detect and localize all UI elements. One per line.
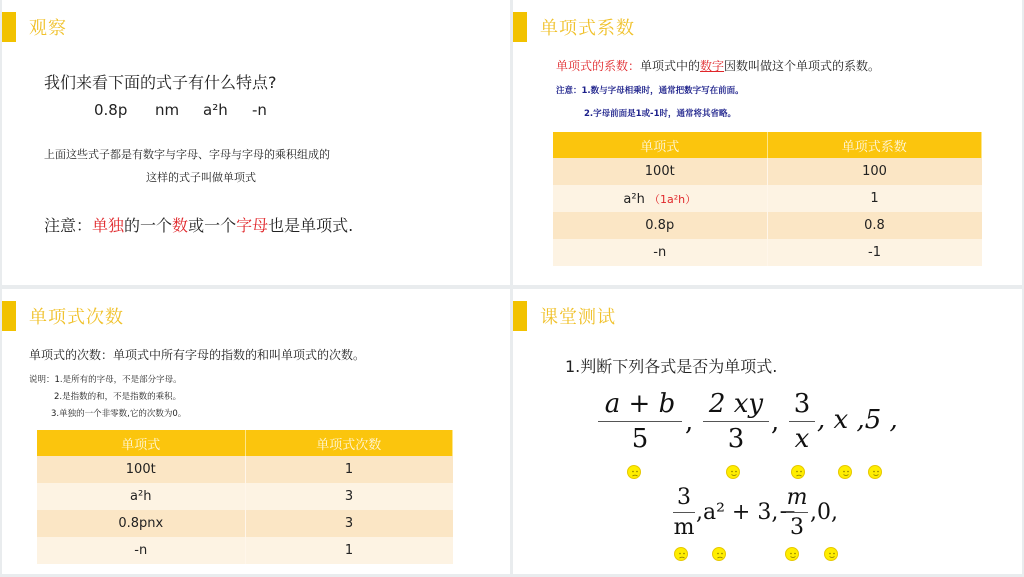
quiz-question: 1.判断下列各式是否为单项式. bbox=[565, 357, 778, 376]
fraction-3-over-x bbox=[789, 389, 815, 454]
table-cell-value: 1 bbox=[245, 537, 453, 564]
expression-tail-2: ,0, bbox=[810, 500, 838, 525]
table-row bbox=[553, 158, 982, 185]
table-cell-value: 100 bbox=[767, 158, 982, 185]
sad-face-icon bbox=[674, 547, 688, 561]
table-cell-expr: 0.8pnx bbox=[37, 510, 245, 537]
numerator: 3 bbox=[677, 485, 691, 510]
table-header-row bbox=[37, 430, 453, 456]
explanation-line-2: 这样的式子叫做单项式 bbox=[146, 171, 256, 184]
sad-face-icon bbox=[627, 465, 641, 479]
fraction-bar bbox=[598, 421, 682, 422]
table-cell-expr: a²h bbox=[37, 483, 245, 510]
table-cell-value: 3 bbox=[245, 510, 453, 537]
table-row bbox=[37, 510, 453, 537]
happy-face-icon bbox=[824, 547, 838, 561]
slide-quiz bbox=[513, 289, 1022, 574]
slide-title: 单项式系数 bbox=[540, 18, 635, 39]
question-text: 我们来看下面的式子有什么特点? bbox=[44, 73, 277, 92]
table-cell-value: 0.8 bbox=[767, 212, 982, 239]
table-header: 单项式 bbox=[553, 132, 767, 158]
table-row bbox=[553, 185, 982, 212]
fraction-bar bbox=[789, 421, 815, 422]
slide-title: 课堂测试 bbox=[540, 307, 616, 328]
expression-tail: , x ,5 , bbox=[817, 405, 898, 435]
table-header: 单项式 bbox=[37, 430, 245, 456]
slide-degree bbox=[2, 289, 510, 574]
fraction-a-plus-b-over-5 bbox=[598, 389, 682, 454]
note-prefix: 注意： bbox=[44, 216, 93, 235]
example-expr-1: 0.8p bbox=[94, 101, 128, 119]
table-row bbox=[553, 239, 982, 266]
note-text bbox=[44, 213, 353, 236]
title-accent-bar bbox=[2, 301, 16, 331]
fraction-m-over-3 bbox=[786, 485, 808, 540]
example-expr-4: -n bbox=[252, 101, 267, 119]
comma: , bbox=[771, 407, 780, 437]
degree-table bbox=[37, 430, 453, 564]
note-line-2: 2.字母前面是1或-1时，通常将其省略。 bbox=[584, 109, 737, 119]
note-part-4: 也是单项式. bbox=[268, 216, 354, 235]
coefficient-definition bbox=[556, 57, 880, 74]
note-line-2: 2.是指数的和，不是指数的乘积。 bbox=[54, 392, 182, 402]
numerator: 2 xy bbox=[708, 389, 764, 419]
definition-post: 因数叫做这个单项式的系数。 bbox=[724, 59, 881, 73]
table-cell-expr: 0.8p bbox=[553, 212, 767, 239]
happy-face-icon bbox=[868, 465, 882, 479]
happy-face-icon bbox=[726, 465, 740, 479]
table-cell-expr bbox=[553, 185, 767, 212]
table-row bbox=[37, 483, 453, 510]
table-cell-value: 3 bbox=[245, 483, 453, 510]
coefficient-table bbox=[553, 132, 982, 266]
table-cell-expr: -n bbox=[553, 239, 767, 266]
note-highlight-alone: 单独 bbox=[92, 216, 125, 235]
sad-face-icon bbox=[791, 465, 805, 479]
denominator: 5 bbox=[631, 424, 649, 454]
table-row bbox=[37, 456, 453, 483]
note-highlight-letter: 字母 bbox=[236, 216, 269, 235]
note-line-1: 注意：1.数与字母相乘时，通常把数字写在前面。 bbox=[556, 86, 744, 96]
sad-face-icon bbox=[712, 547, 726, 561]
numerator: 3 bbox=[793, 389, 811, 419]
note-part-2: 的一个 bbox=[124, 216, 173, 235]
table-cell-value: 1 bbox=[245, 456, 453, 483]
denominator: x bbox=[794, 424, 810, 454]
table-row bbox=[37, 537, 453, 564]
table-cell-value: 1 bbox=[767, 185, 982, 212]
numerator: a + b bbox=[604, 389, 676, 419]
title-accent-bar bbox=[513, 12, 527, 42]
table-header: 单项式系数 bbox=[767, 132, 982, 158]
table-cell-value: -1 bbox=[767, 239, 982, 266]
table-cell-expr: 100t bbox=[553, 158, 767, 185]
example-expr-2: nm bbox=[155, 101, 180, 119]
happy-face-icon bbox=[838, 465, 852, 479]
denominator: 3 bbox=[790, 515, 804, 540]
note-line-1: 说明：1.是所有的字母，不是部分字母。 bbox=[29, 375, 182, 385]
happy-face-icon bbox=[785, 547, 799, 561]
fraction-bar bbox=[673, 512, 695, 513]
table-cell-expr: 100t bbox=[37, 456, 245, 483]
fraction-bar bbox=[786, 512, 808, 513]
comma: , bbox=[685, 407, 694, 437]
slide-title: 单项式次数 bbox=[29, 307, 124, 328]
table-header-row bbox=[553, 132, 982, 158]
numerator: m bbox=[786, 485, 808, 510]
note-highlight-number: 数 bbox=[172, 216, 189, 235]
definition-pre: 单项式中的 bbox=[640, 59, 701, 73]
fraction-3-over-m bbox=[673, 485, 695, 540]
fraction-bar bbox=[703, 421, 769, 422]
degree-definition: 单项式的次数：单项式中所有字母的指数的和叫单项式的次数。 bbox=[29, 348, 366, 362]
slide-observe bbox=[2, 0, 510, 285]
expr-annotation: （1a²h） bbox=[648, 192, 697, 206]
table-row bbox=[553, 212, 982, 239]
definition-label: 单项式的系数： bbox=[556, 59, 641, 73]
denominator: m bbox=[673, 515, 695, 540]
explanation-line-1: 上面这些式子都是有数字与字母、字母与字母的乘积组成的 bbox=[44, 148, 330, 161]
slide-coefficient bbox=[513, 0, 1022, 285]
expr-text: a²h bbox=[623, 191, 645, 207]
expression-middle: ,a² + 3,− bbox=[696, 500, 797, 525]
fraction-2xy-over-3 bbox=[703, 389, 769, 454]
table-cell-expr: -n bbox=[37, 537, 245, 564]
note-line-3: 3.单独的一个非零数,它的次数为0。 bbox=[51, 409, 187, 419]
slide-title: 观察 bbox=[29, 18, 67, 39]
example-expr-3: a²h bbox=[203, 101, 228, 119]
title-accent-bar bbox=[2, 12, 16, 42]
definition-highlight: 数字 bbox=[700, 59, 725, 73]
denominator: 3 bbox=[727, 424, 745, 454]
title-accent-bar bbox=[513, 301, 527, 331]
table-header: 单项式次数 bbox=[245, 430, 453, 456]
note-part-3: 或一个 bbox=[188, 216, 237, 235]
